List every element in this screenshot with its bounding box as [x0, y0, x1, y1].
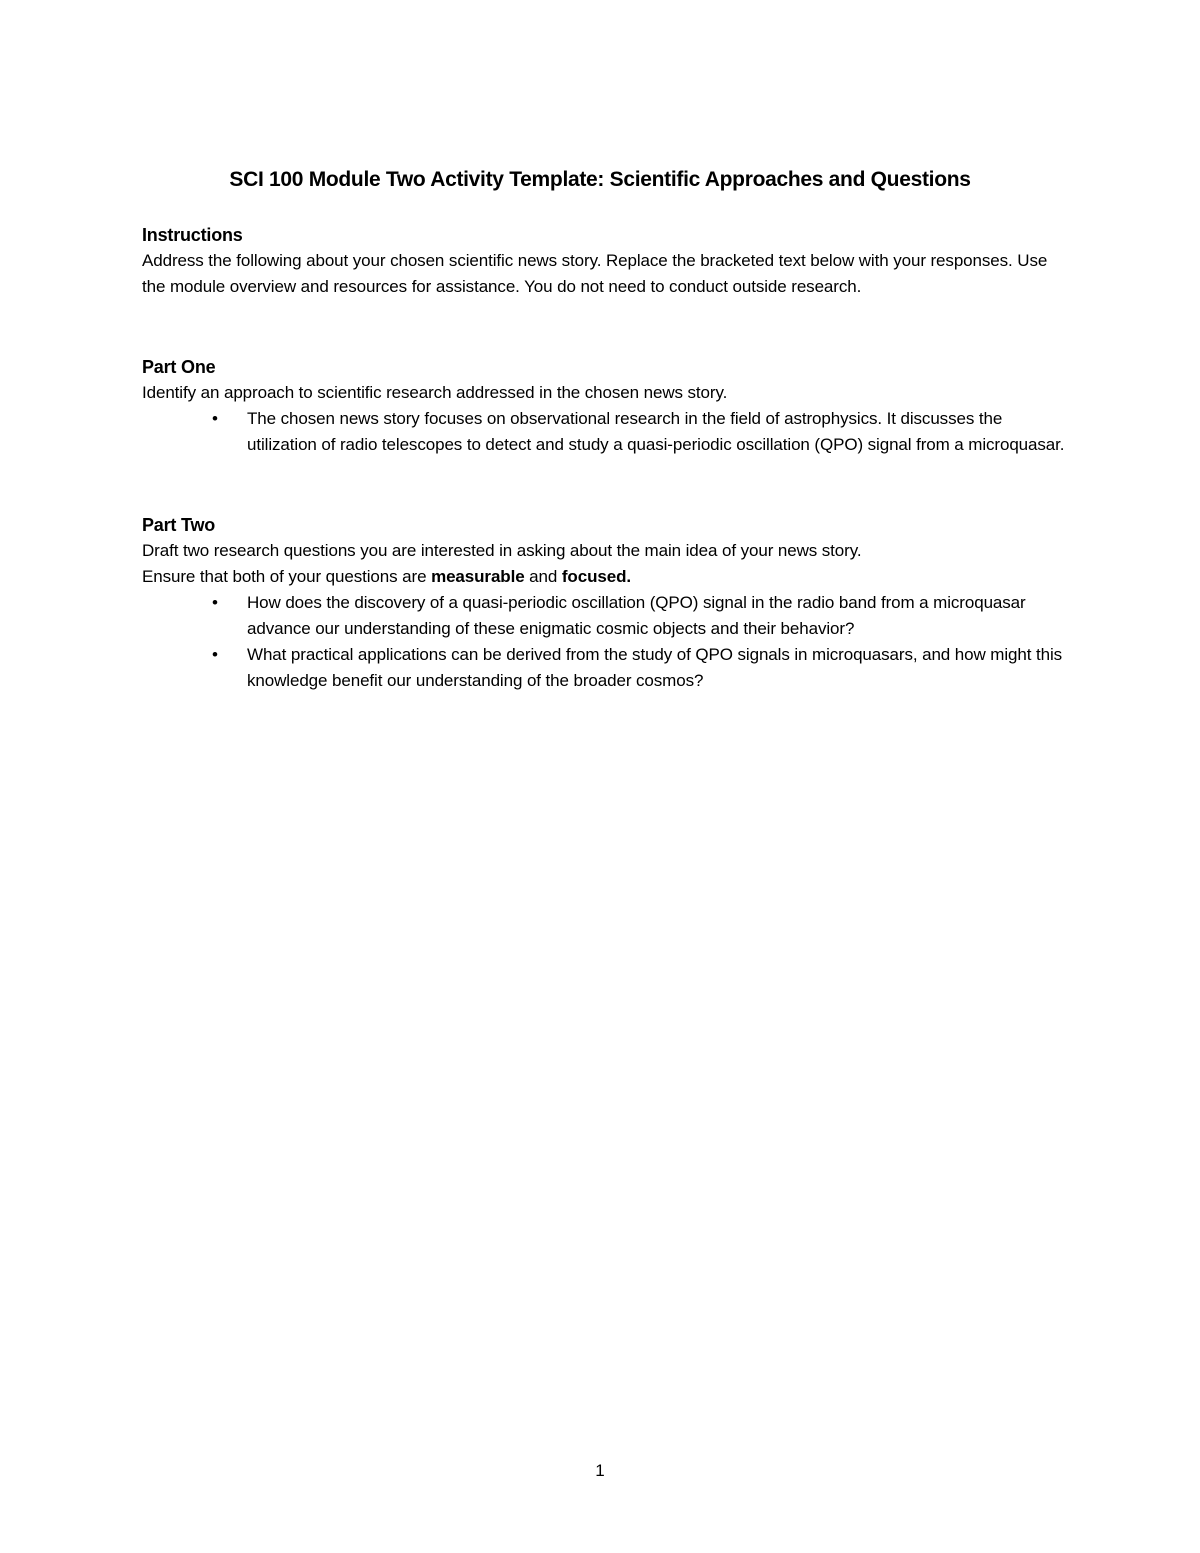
instructions-section [142, 222, 1062, 300]
part-two-prompt-end: . [626, 567, 631, 586]
part-two-prompt-line1: Draft two research questions you are interested in asking about the main idea of your news story. [142, 541, 862, 560]
part-two-prompt-line2 [142, 564, 1062, 590]
part-one-response-list [142, 406, 1065, 458]
instructions-heading: Instructions [142, 225, 243, 245]
part-two-heading: Part Two [142, 515, 216, 535]
part-two-response-2: What practical applications can be derived from the study of QPO signals in microquasars, and how might this knowledge benefit our understanding of the broader cosmos? [247, 645, 1063, 690]
part-two-prompt-prefix: Ensure that both of your questions are [142, 567, 432, 586]
bullet-icon: • [212, 409, 218, 428]
bullet-icon: • [212, 593, 218, 612]
part-two-prompt-middle: and [524, 567, 562, 586]
emphasis-measurable: measurable [431, 567, 525, 586]
list-item [142, 590, 1062, 642]
emphasis-focused: focused [561, 567, 627, 586]
part-two-response-list [142, 590, 1062, 694]
instructions-body: Address the following about your chosen scientific news story. Replace the bracketed text below with your responses. Use the module overview and resources for assistance. You do not need to conduct outside research. [142, 251, 1048, 296]
part-one-section [142, 354, 1065, 458]
part-one-response: The chosen news story focuses on observational research in the field of astrophysics. It discusses the utilization of radio telescopes to detect and study a quasi-periodic oscillation (QPO) signal from a microquasar. [247, 409, 1065, 454]
document-title: SCI 100 Module Two Activity Template: Scientific Approaches and Questions [229, 168, 971, 191]
part-two-response-1: How does the discovery of a quasi-periodic oscillation (QPO) signal in the radio band from a microquasar advance our understanding of these enigmatic cosmic objects and their behavior? [247, 593, 1026, 638]
part-one-heading: Part One [142, 357, 216, 377]
part-one-prompt: Identify an approach to scientific research addressed in the chosen news story. [142, 383, 728, 402]
list-item [142, 406, 1065, 458]
bullet-icon: • [212, 645, 218, 664]
part-two-section [142, 512, 1062, 694]
list-item [142, 642, 1062, 694]
page-number: 1 [595, 1461, 605, 1480]
